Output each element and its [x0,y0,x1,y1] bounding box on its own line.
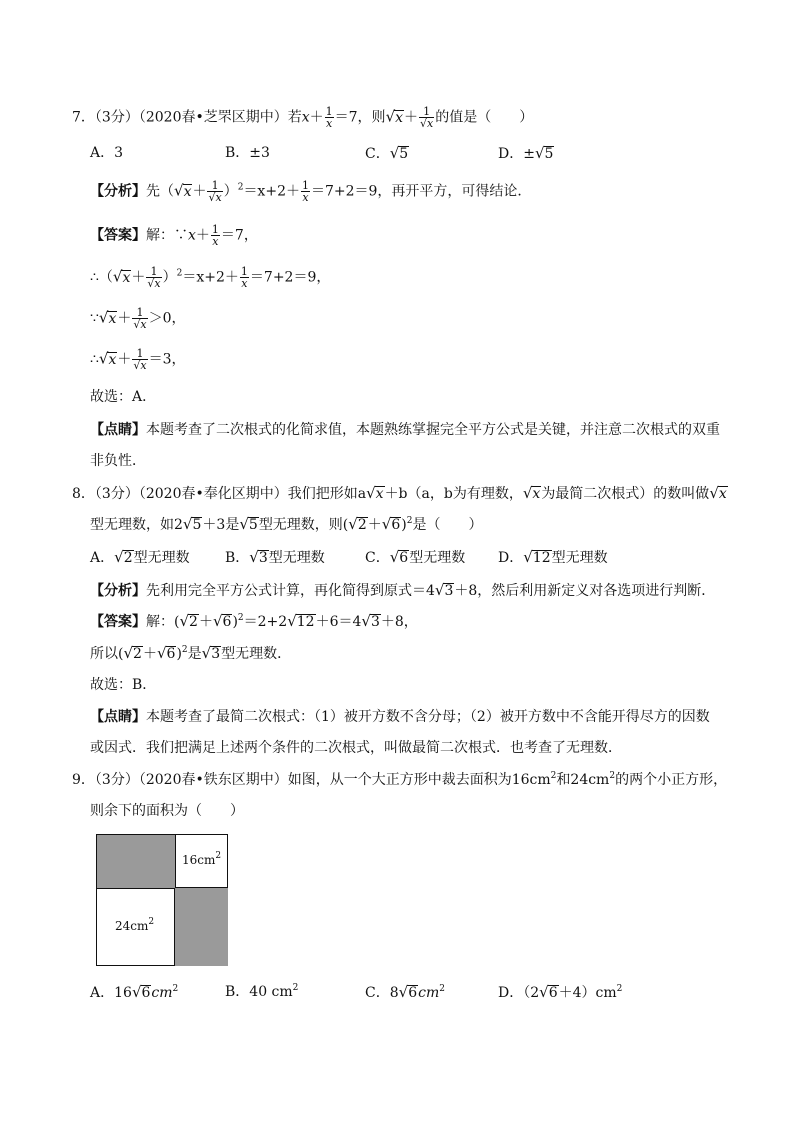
q8-comment-2: 或因式．我们把满足上述两个条件的二次根式，叫做最简二次根式．也考查了无理数． [90,740,622,756]
q8-option-a: A．√2型无理数 [90,548,190,566]
q7-option-d: D．±√5 [498,144,554,162]
q9-option-c: C．$8√6cm^2$ [365,983,445,1001]
square-16: $16cm^2$ [175,835,228,888]
q8-option-d: D．√12型无理数 [498,548,608,566]
q8-answer: 【答案】解：$(√2+√6)^2=2+2√12+6=4√3+8$， [90,612,418,630]
q8-analysis: 【分析】先利用完全平方公式计算，再化简得到原式＝4√3＋8，然后利用新定义对各选项进行判断． [90,581,716,599]
q8-step-2: 所以$(√2+√6)^2$是√3型无理数． [90,644,292,662]
q7-step-4: ∴√x＋ $\frac{1}{√x}$ ＝3， [90,347,186,372]
q8-choice: 故选：B． [90,677,157,693]
q7-stem: 7．（3分）（2020春•芝罘区期中）若x＋ $\frac{1}{x}$ ＝7，则√x＋ $\frac{1}{√x}$ 的值是（ ） [72,105,534,130]
q7-choice: 故选：A． [90,389,157,405]
q9-number: 9． [72,772,95,788]
q8-comment-1: 【点睛】本题考查了最简二次根式：（1）被开方数不含分母；（2）被开方数中不含能开得尽方的因数 [90,709,710,725]
q7-option-a: A．3 [90,145,124,161]
shaded-square-top-left [97,835,175,888]
q8-stem-2: 型无理数，如2√5＋3是√5型无理数，则$(√2+√6)^2$是（ ） [90,515,483,533]
q7-analysis: 【分析】先（√x＋ $\frac{1}{√x}$ ）$^2$＝x+2＋ $\frac{1}{x}$ ＝7+2＝9，再开平方，可得结论． [90,179,532,204]
q9-square-figure [96,834,228,966]
q7-step-3: ∵√x＋ $\frac{1}{√x}$ ＞0， [90,306,186,331]
square-24: $24cm^2$ [97,888,175,966]
shaded-square-bottom-right [175,888,228,966]
q9-option-a: A．$16√6cm^2$ [90,983,179,1001]
q8-option-b: B．√3型无理数 [225,548,325,566]
q7-comment-2: 非负性． [90,453,146,469]
q7-step-2: ∴（√x＋ $\frac{1}{√x}$ ）$^2$＝x+2＋ $\frac{1}{x}$ ＝7+2＝9， [90,265,331,290]
q7-number: 7． [72,109,95,126]
q8-stem-1: 8．（3分）（2020春•奉化区期中）我们把形如a√x＋b（a，b为有理数，√x为最简二次根式）的数叫做√x [72,484,727,502]
q8-number: 8． [72,486,95,502]
q9-option-b: B．40 $cm^2$ [225,983,299,1000]
q8-option-c: C．√6型无理数 [365,548,466,566]
q7-option-b: B．±3 [225,145,270,161]
q7-option-c: C．√5 [365,144,409,162]
q7-comment-1: 【点睛】本题考查了二次根式的化简求值，本题熟练掌握完全平方公式是关键，并注意二次根式的双重 [90,422,720,438]
q9-stem-2: 则余下的面积为（ ） [90,803,244,819]
q9-stem-1: 9．（3分）（2020春•铁东区期中）如图，从一个大正方形中裁去面积为$16cm^2$和$24cm^2$的两个小正方形， [72,771,728,788]
q7-answer: 【答案】解：∵x＋ $\frac{1}{x}$ ＝7， [90,223,258,248]
q9-option-d: D．$(2√6+4)cm^2$ [498,983,623,1001]
